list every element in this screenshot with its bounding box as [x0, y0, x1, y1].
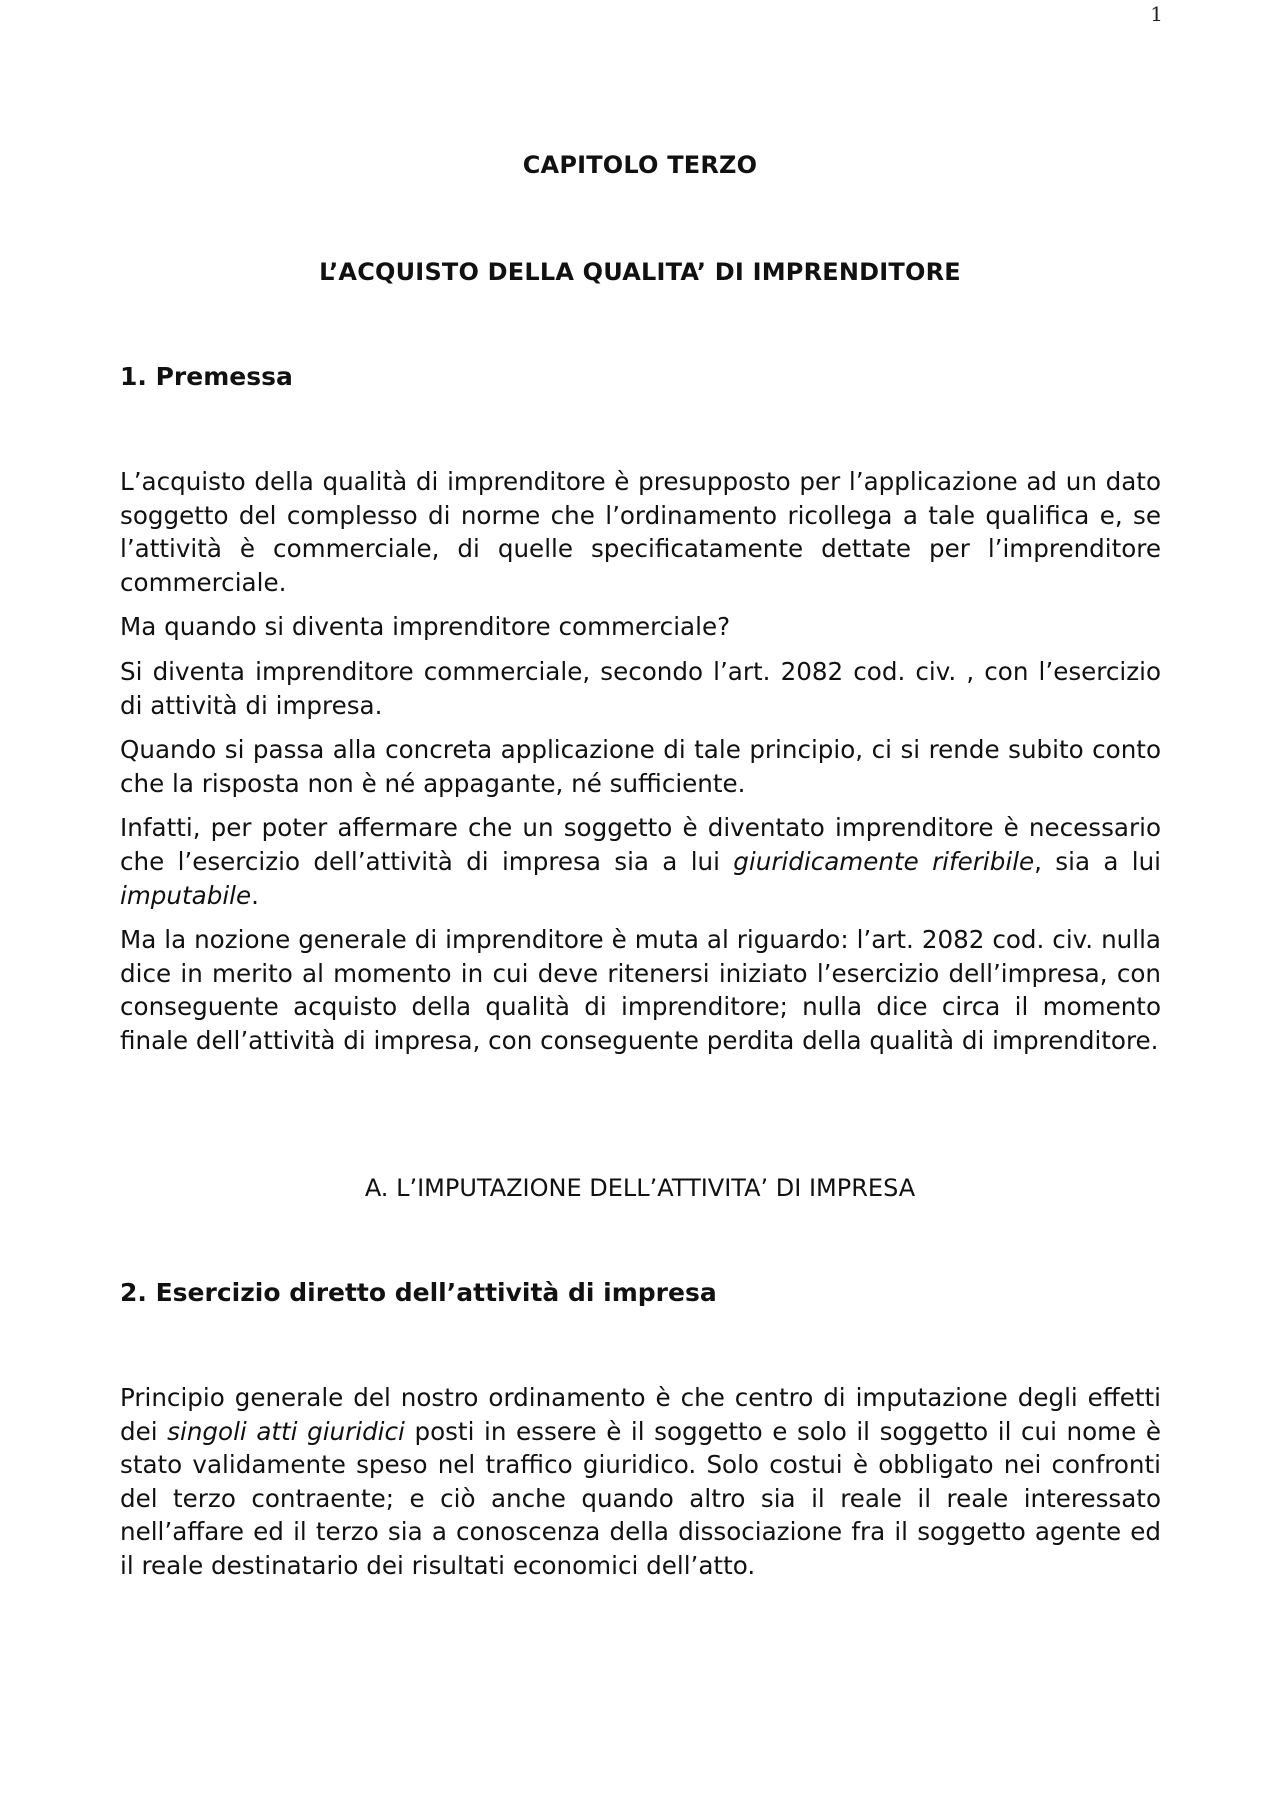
section-esercizio-body: [120, 1381, 1161, 1594]
paragraph: [120, 1381, 1161, 1583]
text-run: Principio generale del nostro ordinamento è che centro di imputazione degli effetti dei: [120, 1383, 1161, 1446]
paragraph: Ma quando si diventa imprenditore commerciale?: [120, 612, 731, 642]
part-heading: A. L’IMPUTAZIONE DELL’ATTIVITA’ DI IMPRESA: [364, 1174, 916, 1202]
chapter-subtitle: L’ACQUISTO DELLA QUALITA’ DI IMPRENDITORE: [319, 258, 961, 286]
paragraph: [120, 811, 1161, 912]
section-premessa-body: [120, 465, 1161, 1069]
section-heading-premessa: 1. Premessa: [120, 362, 293, 391]
page-number: 1: [1150, 2, 1163, 26]
paragraph: Quando si passa alla concreta applicazione di tale principio, ci si rende subito conto che la risposta non è né appagante, né sufficiente.: [120, 735, 1161, 798]
text-run: .: [251, 880, 259, 910]
emphasis-text: imputabile: [120, 880, 252, 910]
emphasis-text: giuridicamente riferibile: [733, 846, 1035, 876]
paragraph: Si diventa imprenditore commerciale, secondo l’art. 2082 cod. civ. , con l’esercizio di attività di impresa.: [120, 656, 1161, 720]
chapter-title: CAPITOLO TERZO: [522, 151, 758, 179]
section-heading-esercizio-diretto: 2. Esercizio diretto dell’attività di impresa: [120, 1278, 717, 1307]
text-run: posti in essere è il soggetto e solo il soggetto il cui nome è stato validamente speso nel traffico giuridico. Solo costui è obbligato nei confronti del terzo contraente; e ciò anche quando altro sia il reale il reale interessato nell’affare ed il terzo sia a conoscenza della dissociazione fra il soggetto agente ed il reale destinatario dei risultati economici dell’atto.: [120, 1416, 1161, 1580]
emphasis-text: singoli atti giuridici: [167, 1416, 405, 1446]
paragraph: L’acquisto della qualità di imprenditore è presupposto per l’applicazione ad un dato soggetto del complesso di norme che l’ordinamento ricollega a tale qualifica e, se l’attività è commerciale, di quelle specificatamente dettate per l’imprenditore commerciale.: [120, 467, 1161, 597]
text-run: Infatti, per poter affermare che un soggetto è diventato imprenditore è necessario che l’esercizio dell’attività di impresa sia a lui: [120, 813, 1161, 876]
paragraph: Ma la nozione generale di imprenditore è muta al riguardo: l’art. 2082 cod. civ. nulla dice in merito al momento in cui deve ritenersi iniziato l’esercizio dell’impresa, con conseguente acquisto della qualità di imprenditore; nulla dice circa il momento finale dell’attività di impresa, con conseguente perdita della qualità di imprenditore.: [120, 925, 1161, 1055]
text-run: , sia a lui: [1034, 846, 1161, 876]
